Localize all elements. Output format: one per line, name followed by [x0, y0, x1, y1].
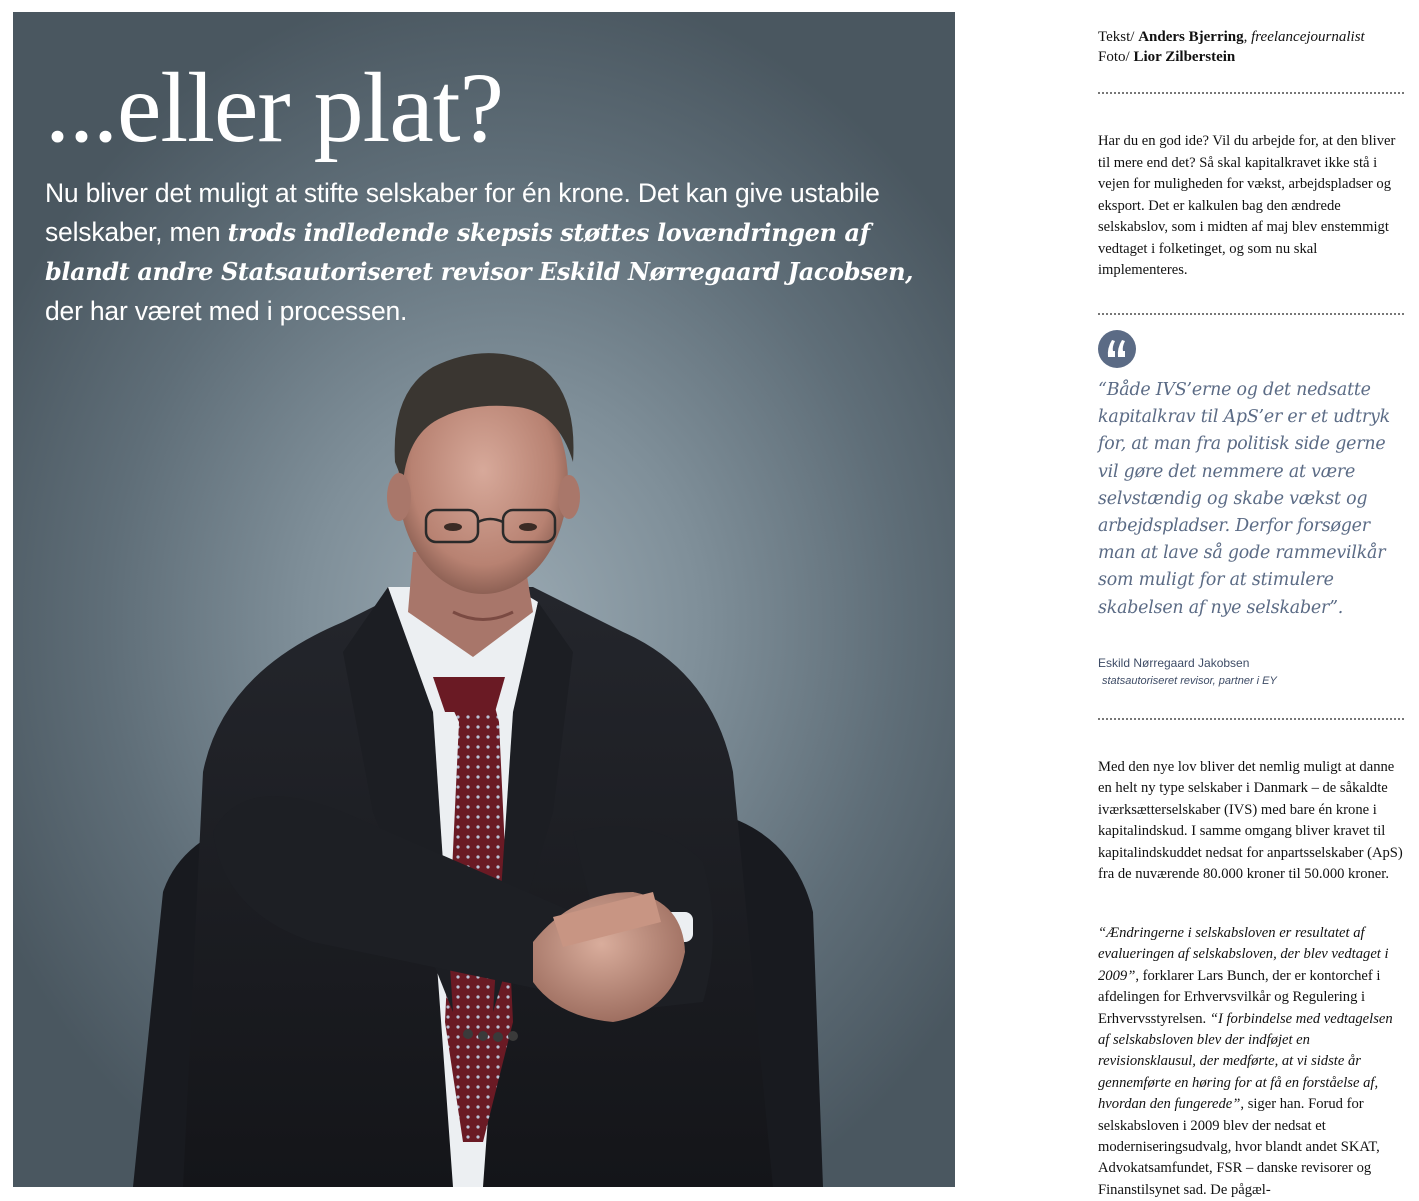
body-quote-1: “Ændringerne i selskabsloven er resultatet af evalueringen af selskabsloven, der blev vedtaget i 2009”: [1098, 925, 1389, 984]
lede-text-1: Nu bliver det muligt at stifte selskaber for én krone. Det kan give ustabile selskaber, men: [45, 178, 880, 247]
body-quote-2: “I forbindelse med vedtagelsen af selskabsloven blev der indføjet en revisionsklausul, der medførte, at vi sidste år gennemførte en høring for at få en forståelse af, hvordan den fungerede”: [1098, 1010, 1393, 1113]
byline-author: Anders Bjerring: [1138, 29, 1244, 45]
quote-attribution-name: Eskild Nørregaard Jakobsen: [1098, 656, 1250, 670]
byline-photographer: Lior Zilberstein: [1133, 49, 1236, 65]
lede-text-2: der har været med i processen.: [45, 295, 408, 326]
body-text-2: , siger han. Forud for selskabsloven i 2009 blev der nedsat et moderniseringsudvalg, hvor blandt andet SKAT, Advokatsamfundet, FSR – danske revisorer og Finanstilsynet sad. De pågæl-: [1098, 1096, 1380, 1198]
byline: [1098, 27, 1404, 67]
byline-photo-label: Foto/: [1098, 49, 1130, 65]
byline-author-sep: ,: [1243, 29, 1248, 45]
quote-attribution-role: statsautoriseret revisor, partner i EY: [1102, 675, 1277, 687]
divider-1: [1098, 92, 1404, 94]
body-text-1: , forklarer Lars Bunch, der er kontorchef i afdelingen for Erhvervsvilkår og Regulering i Erhvervsstyrelsen.: [1098, 967, 1381, 1027]
hero-photo-panel: [13, 12, 955, 1187]
pull-quote: “Både IVS’erne og det nedsatte kapitalkrav til ApS’er er et udtryk for, at man fra politisk side gerne vil gøre det nemmere at være selvstændig og skabe vækst og arbejdspladser. Derfor forsøger man at lave så gode rammevilkår som muligt for at stimulere skabelsen af nye selskaber”.: [1098, 380, 1390, 618]
intro-paragraph: Har du en god ide? Vil du arbejde for, at den bliver til mere end det? Så skal kapitalkravet ikke stå i vejen for muligheden for vækst, arbejdspladser og eksport. Det er kalkulen bag den ændrede selskabslov, som i midten af maj blev enstemmigt vedtaget i folketinget, og som nu skal implementeres.: [1098, 133, 1396, 278]
byline-text-label: Tekst/: [1098, 29, 1135, 45]
article-lede: [45, 174, 925, 330]
divider-2: [1098, 313, 1404, 315]
byline-photo-line: [1098, 47, 1404, 67]
divider-3: [1098, 718, 1404, 720]
body-paragraph-2: [1098, 923, 1404, 1201]
byline-author-role: freelancejournalist: [1251, 29, 1365, 45]
byline-text-line: [1098, 27, 1404, 47]
lede-emphasis: trods indledende skepsis støttes lovændringen af blandt andre Statsautoriseret revisor Eskild Nørregaard Jacobsen,: [45, 217, 914, 286]
article-headline: ...eller plat?: [45, 52, 503, 163]
body-paragraph-1: Med den nye lov bliver det nemlig muligt at danne en helt ny type selskaber i Danmark – de såkaldte iværksætterselskaber (IVS) med bare én krone i kapitalindskud. I samme omgang bliver kravet til kapitalindskuddet nedsat for anpartsselskaber (ApS) fra de nuværende 80.000 kroner til 50.000 kroner.: [1098, 759, 1403, 883]
quote-icon: [1098, 330, 1136, 368]
